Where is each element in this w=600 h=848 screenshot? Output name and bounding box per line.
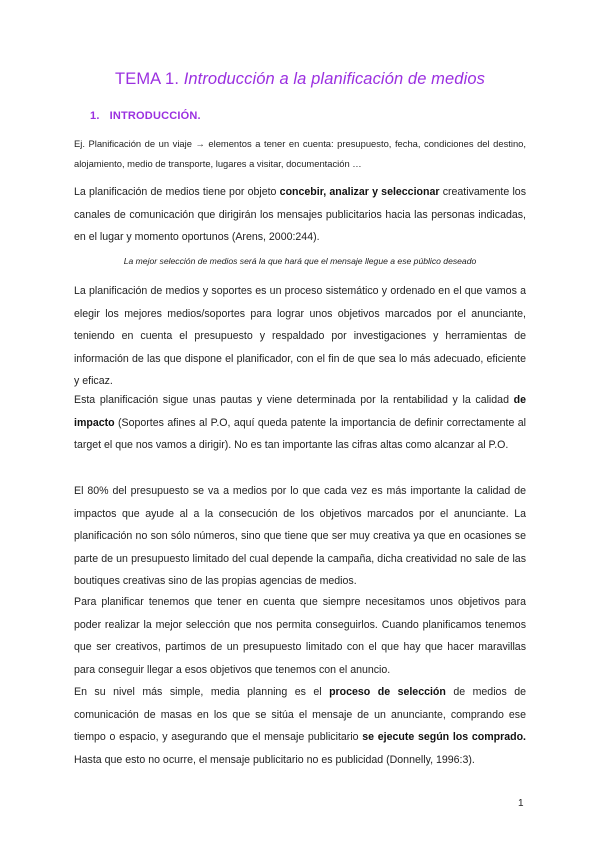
p1-text-a: La planificación de medios tiene por objeto (74, 186, 280, 198)
p3-text-c: (Soportes afines al P.O, aquí queda patente la importancia de definir correctamente al target el que nos vamos a dirigir). No es tan importante las cifras altas como alcanzar al P.O. (74, 416, 526, 451)
paragraph-1 (74, 181, 526, 249)
paragraph-3 (74, 389, 526, 457)
paragraph-2: La planificación de medios y soportes es un proceso sistemático y ordenado en el que vamos a elegir los mejores medios/soportes para lograr unos objetivos marcados por el anunciante, teniendo en cuenta el presupuesto y respaldado por investigaciones y herramientas de información de las que dispone el planificador, con el fin de que sea lo más adecuado, eficiente y eficaz. (74, 285, 526, 387)
p1-bold: concebir, analizar y seleccionar (279, 186, 440, 198)
paragraph-4: El 80% del presupuesto se va a medios por lo que cada vez es más importante la calidad de impactos que ayude al a la consecución de los objetivos marcados por el anunciante. La planificación no son sólo números, sino que tiene que ser muy creativa ya que en ocasiones se parte de un presupuesto limitado del cual depende la campaña, dicha creatividad no sale de las boutiques creativas sino de las propias agencias de medios. (74, 485, 526, 587)
section-label: INTRODUCCIÓN. (109, 110, 201, 122)
p3-bold: de impacto (74, 394, 526, 429)
paragraph-6 (74, 681, 526, 771)
example-text: Ej. Planificación de un viaje → elementos a tener en cuenta: presupuesto, fecha, condiciones del destino, alojamiento, medio de transporte, lugares a visitar, documentación … (74, 138, 526, 169)
p3-text-a: Esta planificación sigue unas pautas y viene determinada por la rentabilidad y la calidad (74, 394, 514, 406)
title-text: Introducción a la planificación de medios (183, 70, 485, 88)
p6-text-a: En su nivel más simple, media planning es el (74, 686, 330, 698)
page-number: 1 (518, 798, 524, 809)
p6-text-e: Hasta que esto no ocurre, el mensaje publicitario no es publicidad (Donnelly, 1996:3). (74, 753, 475, 766)
section-number: 1. (90, 110, 100, 122)
paragraph-5: Para planificar tenemos que tener en cuenta que siempre necesitamos unos objetivos para poder realizar la mejor selección que nos permita conseguirlos. Cuando planificamos tenemos que ser creativos, partimos de un presupuesto limitado con el que hay que hacer maravillas para conseguir llegar a esos objetivos que tenemos con el anuncio. (74, 596, 526, 676)
page-title (0, 70, 600, 89)
section-heading (90, 110, 201, 122)
p6-bold-1: proceso de selección (329, 686, 446, 698)
quote: La mejor selección de medios será la que hará que el mensaje llegue a ese público deseado (123, 256, 477, 266)
p1-text-c: creativamente los canales de comunicación que dirigirán los mensajes publicitarios hacia las personas indicadas, en el lugar y momento oportunos (Arens, 2000:244). (74, 186, 526, 243)
p6-bold-2: se ejecute según los comprado. (362, 731, 526, 743)
p6-text-c: de medios de comunicación de masas en los que se sitúa el mensaje de un anunciante, comprando ese tiempo o espacio, y asegurando que el mensaje publicitario (74, 686, 526, 743)
title-tema: TEMA 1. (115, 70, 179, 88)
